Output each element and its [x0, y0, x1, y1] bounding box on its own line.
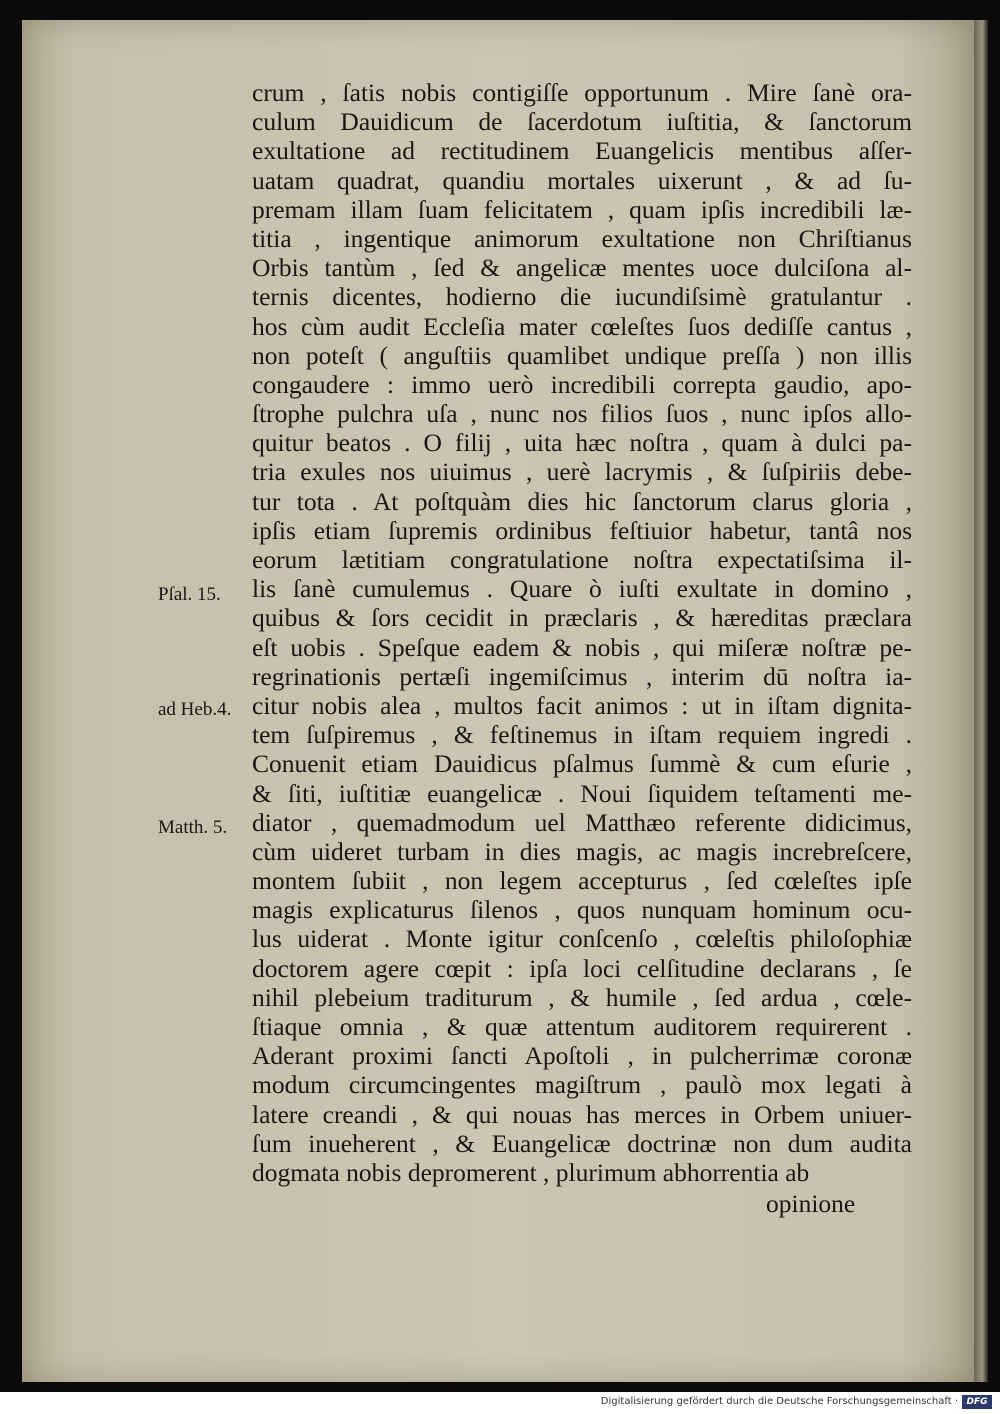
margin-note-matthew: Matth. 5. — [158, 817, 228, 838]
text-line: Aderant proximi ſancti Apoſtoli , in pulcherrimæ coronæ — [252, 1041, 912, 1071]
text-line: hos cùm audit Eccleſia mater cœleſtes ſuos dediſſe cantus , — [252, 311, 912, 341]
text-line: titia , ingentique animorum exultatione non Chriſtianus — [252, 223, 912, 253]
text-line: lis ſanè cumulemus . Quare ò iuſti exultate in domino , — [252, 574, 912, 604]
text-line: latere creandi , & qui nouas has merces in Orbem uniuer- — [252, 1099, 912, 1129]
text-line: ſum inueherent , & Euangelicæ doctrinæ non dum audita — [252, 1128, 912, 1158]
text-line: regrinationis pertæſi ingemiſcimus , interim dū noſtra ia- — [252, 661, 912, 691]
text-line: quibus & ſors cecidit in præclaris , & hæreditas præclara — [252, 603, 912, 633]
text-line: citur nobis alea , multos facit animos : ut in iſtam dignita- — [252, 690, 912, 720]
text-line: ipſis etiam ſupremis ordinibus feſtiuior habetur, tantâ nos — [252, 515, 912, 545]
margin-note-hebrews: ad Heb.4. — [158, 699, 232, 720]
text-line: magis explicaturus ſilenos , quos nunquam hominum ocu- — [252, 895, 912, 925]
text-line: tem ſuſpiremus , & feſtinemus in iſtam requiem ingredi . — [252, 720, 912, 750]
text-line: dogmata nobis depromerent , plurimum abhorrentia ab — [252, 1157, 810, 1187]
text-line: culum Dauidicum de ſacerdotum iuſtitia, & ſanctorum — [252, 107, 912, 137]
text-line: tria exules nos uiuimus , uerè lacrymis , & ſuſpiriis debe- — [252, 457, 912, 487]
text-line: eorum lætitiam congratulatione noſtra expectatiſsima il- — [252, 545, 912, 574]
text-line: lus uiderat . Monte igitur conſcenſo , cœleſtis philoſophiæ — [252, 924, 912, 954]
funding-notice: Digitalisierung gefördert durch die Deutsche Forschungsgemeinschaft · — [600, 1396, 958, 1407]
text-line: congaudere : immo uerò incredibili correpta gaudio, apo- — [252, 369, 912, 399]
text-line: eſt uobis . Speſque eadem & nobis , qui miſeræ noſtræ pe- — [252, 632, 912, 662]
text-line: doctorem agere cœpit : ipſa loci celſitudine declarans , ſe — [252, 953, 912, 983]
text-line: & ſiti, iuſtitiæ euangelicæ . Noui ſiquidem teſtamenti me- — [252, 778, 912, 808]
text-line: modum circumcingentes magiſtrum , paulò mox legati à — [252, 1070, 912, 1100]
text-line: Conuenit etiam Dauidicus pſalmus ſummè & cum eſurie , — [252, 749, 912, 779]
text-line: diator , quemadmodum uel Matthæo referente didicimus, — [252, 807, 912, 837]
text-line: uatam quadrat, quandiu mortales uixerunt , & ad ſu- — [252, 165, 912, 195]
text-line: non poteſt ( anguſtiis quamlibet undique preſſa ) non illis — [252, 340, 912, 370]
text-line: nihil plebeium traditurum , & humile , ſed ardua , cœle- — [252, 982, 912, 1012]
margin-note-psalm: Pſal. 15. — [158, 584, 221, 605]
text-line: exultatione ad rectitudinem Euangelicis mentibus aſſer- — [252, 136, 912, 166]
text-line: tur tota . At poſtquàm dies hic ſanctorum clarus gloria , — [252, 486, 912, 516]
text-line: cùm uideret turbam in dies magis, ac magis increbreſcere, — [252, 836, 912, 866]
text-line: montem ſubiit , non legem accepturus , ſed cœleſtes ipſe — [252, 866, 912, 896]
text-line: Orbis tantùm , ſed & angelicæ mentes uoce dulciſona al- — [252, 253, 912, 283]
text-line: quitur beatos . O filij , uita hæc noſtra , quam à dulci pa- — [252, 428, 912, 458]
footer-bar — [0, 1392, 1000, 1414]
catchword: opinione — [766, 1189, 856, 1218]
page-edge — [974, 20, 988, 1382]
text-line: premam illam ſuam felicitatem , quam ipſis incredibili læ- — [252, 194, 912, 224]
body-text — [252, 78, 912, 1187]
text-line: ſtiaque omnia , & quæ attentum auditorem requirerent . — [252, 1012, 912, 1041]
text-line: ſtrophe pulchra uſa , nunc nos filios ſuos , nunc ipſos allo- — [252, 399, 912, 429]
text-line: crum , ſatis nobis contigiſſe opportunum . Mire ſanè ora- — [252, 78, 912, 107]
text-line: ternis dicentes, hodierno die iucundiſsimè gratulantur . — [252, 282, 912, 312]
dfg-logo: DFG — [962, 1395, 992, 1409]
